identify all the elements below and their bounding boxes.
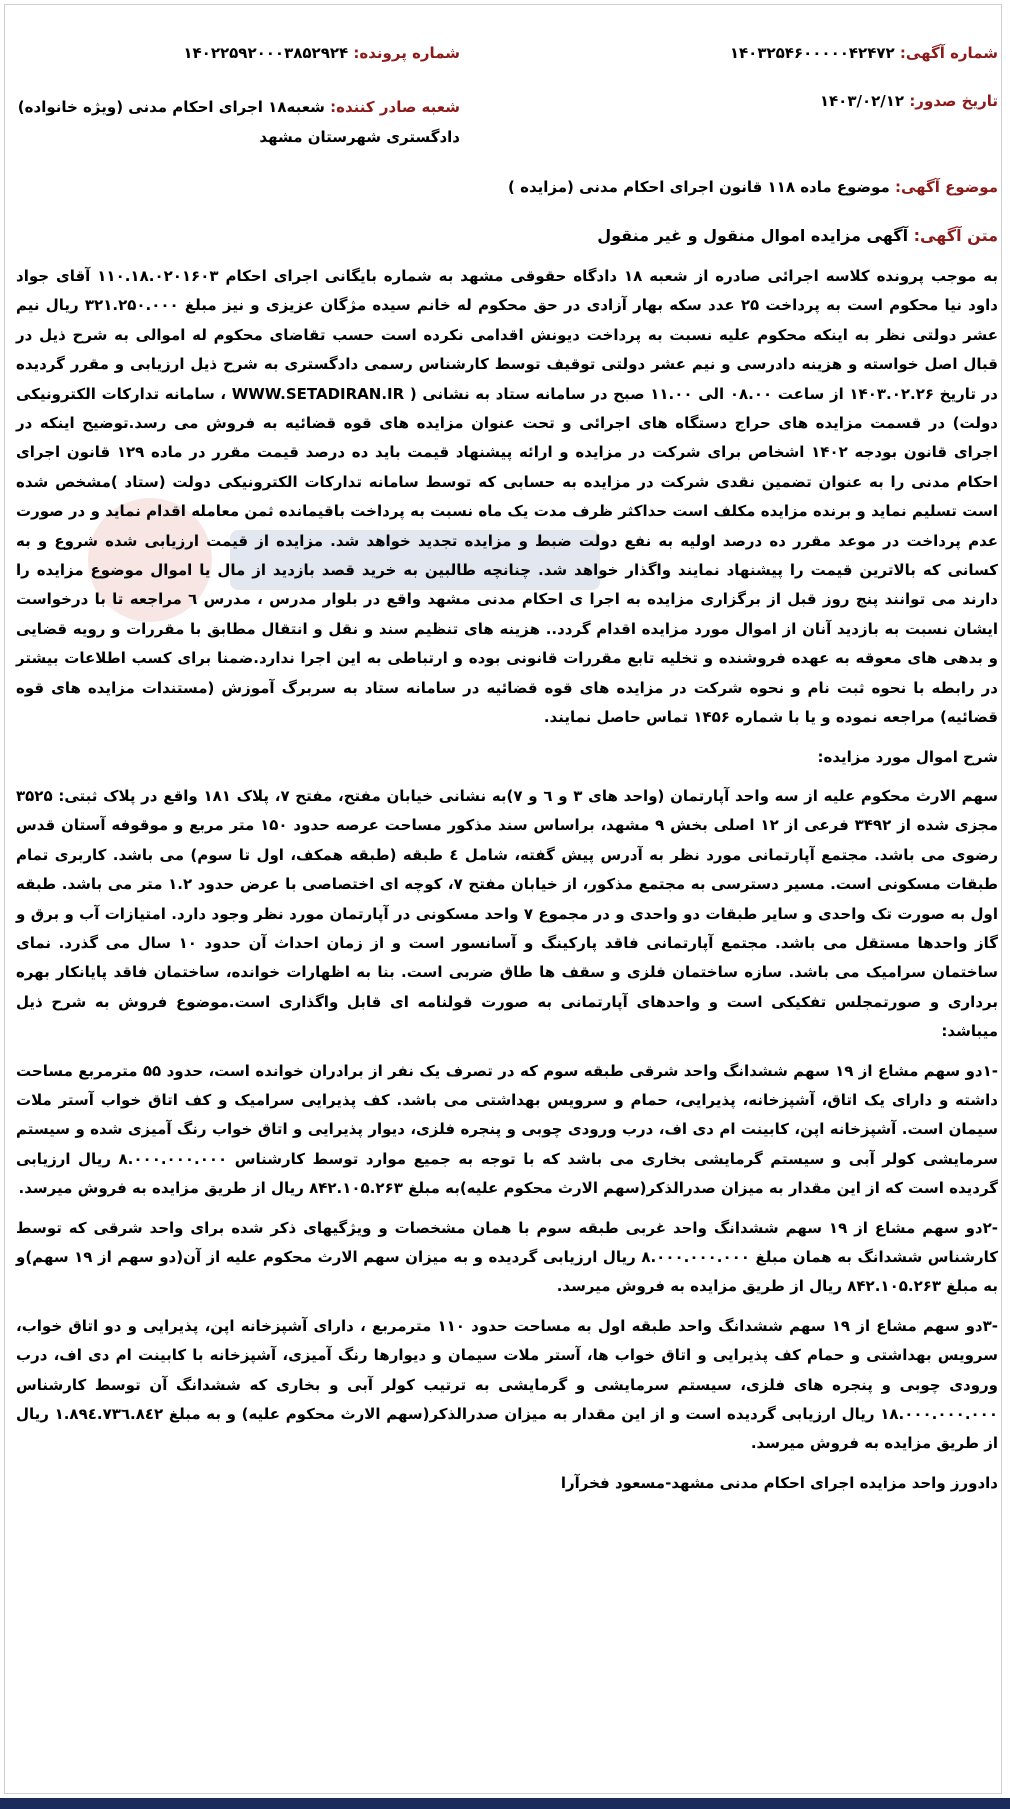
issue-date: ۱۴۰۳/۰۲/۱۲ (819, 92, 905, 110)
ad-number: ۱۴۰۳۲۵۴۶۰۰۰۰۰۴۲۴۷۲ (729, 44, 895, 62)
issue-date-row (820, 92, 998, 110)
case-number: ۱۴۰۲۲۵۹۲۰۰۰۳۸۵۲۹۲۴ (183, 44, 349, 62)
intro-paragraph: به موجب پرونده کلاسه اجرائی صادره از شعبه ۱۸ دادگاه حقوقی مشهد به شماره بایگانی اجرای احکام ۱۱۰.۱۸.۰۲۰۱۶۰۳ آقای جواد داود نیا محکوم است به پرداخت ۲۵ عدد سکه بهار آزادی در حق محکوم له خانم سیده مژگان عزیزی و نیز مبلغ ۳۲۱.۲۵۰.۰۰۰ ریال نیم عشر دولتی نظر به اینکه محکوم علیه نسبت به پرداخت دیونش اقدامی نکرده است حسب تقاضای محکوم له اموالی به شرح ذیل در قبال اصل خواسته و هزینه دادرسی و نیم عشر دولتی توقیف توسط کارشناس رسمی دادگستری به شرح ذیل ارزیابی و مقرر گردیده در تاریخ ۱۴۰۳.۰۲.۲۶ از ساعت ۰۸.۰۰ الی ۱۱.۰۰ صبح در سامانه ستاد به نشانی ( WWW.SETADIRAN.IR ، سامانه تدارکات الکترونیکی دولت) در قسمت مزایده های حراج دستگاه های اجرائی و تحت عنوان مزایده های قوه قضائیه به فروش می رسد.توضیح اینکه در اجرای قانون بودجه ۱۴۰۲ اشخاص برای شرکت در مزایده و ارائه پیشنهاد قیمت باید ده درصد قیمت مقرر در ماده ۱۲۹ قانون اجرای احکام مدنی را به عنوان تضمین نقدی شرکت در مزایده به حسابی که توسط سامانه تدارکات الکترونیکی دولت (ستاد )مشخص شده است تسلیم نماید و برنده مزایده مکلف است حداکثر ظرف مدت یک ماه نسبت به پرداخت باقیمانده ثمن معامله اقدام نماید و در صورت عدم پرداخت در موعد مقرر ده درصد اولیه به نفع دولت ضبط و مزایده تجدید خواهد شد. مزایده از قیمت ارزیابی شده شروع و به کسانی که بالاترین قیمت را پیشنهاد نمایند واگذار خواهد شد. چنانچه طالبین به خرید قصد بازدید از مال یا اموال موضوع مزایده را دارند می توانند پنج روز قبل از برگزاری مزایده به اجرا ی احکام مدنی مشهد واقع در بلوار مدرس ، مدرس ٦ مراجعه تا با درخواست ایشان نسبت به بازدید آنان از اموال مورد مزایده اقدام گردد.. هزینه های تنظیم سند و نقل و انتقال مطابق با مقررات و رویه قضایی و بدهی های معوقه به عهده فروشنده و تخلیه تابع مقررات قانونی بوده و ارتباطی به این اجرا ندارد.ضمنا برای کسب اطلاعات بیشتر در رابطه با نحوه ثبت نام و نحوه شرکت در مزایده های قوه قضائیه در سامانه ستاد به سربرگ آموزش (مستندات مزایده های قوه قضائیه) مراجعه نموده و یا با شماره ۱۴۵۶ تماس حاصل نمایند. (16, 267, 999, 727)
text-title: آگهی مزایده اموال منقول و غیر منقول (597, 226, 909, 245)
ad-body (16, 262, 998, 1508)
text-label: متن آگهی: (913, 226, 998, 245)
ad-number-label: شماره آگهی: (899, 44, 998, 62)
footer-bar (0, 1798, 1010, 1809)
item-2: -۲دو سهم مشاع از ۱۹ سهم ششدانگ واحد غربی طبقه سوم با همان مشخصات و ویژگیهای ذکر شده برای واحد شرقی که توسط کارشناس ششدانگ به همان مبلغ ۸.۰۰۰.۰۰۰.۰۰۰ ریال ارزیابی گردیده و به میزان سهم الارث محکوم علیه از آن(دو سهم از ۱۹ سهم)و به مبلغ ۸۴۲.۱۰۵.۲۶۳ ریال از طریق مزایده به فروش میرسد. (16, 1218, 998, 1296)
item-1: -۱دو سهم مشاع از ۱۹ سهم ششدانگ واحد شرقی طبقه سوم که در تصرف یک نفر از برادران خوانده است، حدود ۵۵ مترمربع مساحت داشته و دارای یک اتاق، آشپزخانه، پذیرایی، حمام و سرویس بهداشتی می باشد. کف پذیرایی سرامیک و کف اتاق خواب آستر ملات سیمان است. آشپزخانه اپن، کابینت ام دی اف، درب ورودی چوبی و پنجره فلزی، دیوار پذیرایی و اتاق خواب رنگ آمیزی شده و سیستم سرمایشی کولر آبی و سیستم گرمایشی بخاری می باشد که با توجه به جمیع موارد توسط کارشناس ۸.۰۰۰.۰۰۰.۰۰۰ ریال ارزیابی گردیده است که از این مقدار به میزان صدرالذکر(سهم الارث محکوم علیه)به مبلغ ۸۴۲.۱۰۵.۲۶۳ ریال از طریق مزایده به فروش میرسد. (16, 1061, 998, 1198)
item-3: -۳دو سهم مشاع از ۱۹ سهم ششدانگ واحد طبقه اول به مساحت حدود ۱۱۰ مترمربع ، دارای آشپزخانه اپن، پذیرایی و دو اتاق خواب، سرویس بهداشتی و حمام کف پذیرایی و اتاق خواب ها، آستر ملات سیمان و دیوارها رنگ آمیزی، آشپزخانه با کابینت ام دی اف، درب ورودی چوبی و پنجره های فلزی، سیستم سرمایشی و گرمایشی به ترتیب کولر آبی و بخاری که ششدانگ آن توسط کارشناس ۱۸.۰۰۰.۰۰۰.۰۰۰ ریال ارزیابی گردیده است و از این مقدار به میزان صدرالذکر(سهم الارث محکوم علیه) و به مبلغ ۱.۸۹٤.۷۳٦.۸٤۲ ریال از طریق مزایده به فروش میرسد. (16, 1316, 998, 1453)
signature: دادورز واحد مزایده اجرای احکام مدنی مشهد-مسعود فخرآرا (560, 1473, 998, 1492)
issuer-row (0, 92, 460, 152)
issuer: شعبه۱۸ اجرای احکام مدنی (ویژه خانواده) دادگستری شهرستان مشهد (17, 98, 460, 146)
issuer-label: شعبه صادر کننده: (330, 98, 460, 116)
issue-date-label: تاریخ صدور: (909, 92, 998, 110)
subject-label: موضوع آگهی: (894, 178, 998, 196)
case-number-label: شماره پرونده: (353, 44, 460, 62)
assets-heading: شرح اموال مورد مزایده: (817, 747, 998, 766)
case-number-row (183, 44, 460, 62)
subject-row (508, 178, 998, 196)
text-title-row (597, 226, 998, 245)
subject-value: موضوع ماده ۱۱۸ قانون اجرای احکام مدنی (مزایده ) (508, 178, 890, 196)
assets-description: سهم الارث محکوم علیه از سه واحد آپارتمان (واحد های ۳ و ٦ و ۷)به نشانی خیابان مفتح، مفتح ۷، پلاک ۱۸۱ واقع در پلاک ثبتی: ۳۵۲۵ مجزی شده از ۳۴۹۲ فرعی از ۱۲ اصلی بخش ۹ مشهد، براساس سند مذکور مساحت عرصه حدود ۱۵۰ متر مربع و موقوفه آستان قدس رضوی می باشد. مجتمع آپارتمانی مورد نظر به آدرس پیش گفته، شامل ٤ طبقه (طبقه همکف، اول تا سوم) می باشد. کاربری تمام طبقات مسکونی است. مسیر دسترسی به مجتمع مذکور، از خیابان مفتح ۷، کوچه ای اختصاصی با عرض حدود ۱.۲ متر می باشد. طبقه اول به صورت تک واحدی و سایر طبقات دو واحدی و در مجموع ۷ واحد مسکونی در آپارتمان مورد نظر وجود دارد. امتیازات آب و برق و گاز واحدها مستقل می باشد. مجتمع آپارتمانی فاقد پارکینگ و آسانسور است و از زمان احداث آن حدود ۱۰ سال می گذرد. نمای ساختمان سرامیک می باشد. سازه ساختمان فلزی و سقف ها طاق ضربی است. بنا به اظهارات خوانده، ساختمان فاقد پایانکار بهره برداری و صورتمجلس تفکیکی است و واحدهای آپارتمانی به صورت قولنامه ای قابل واگذاری است.موضوع فروش به شرح ذیل میباشد: (16, 786, 999, 1041)
ad-number-row (730, 44, 998, 62)
